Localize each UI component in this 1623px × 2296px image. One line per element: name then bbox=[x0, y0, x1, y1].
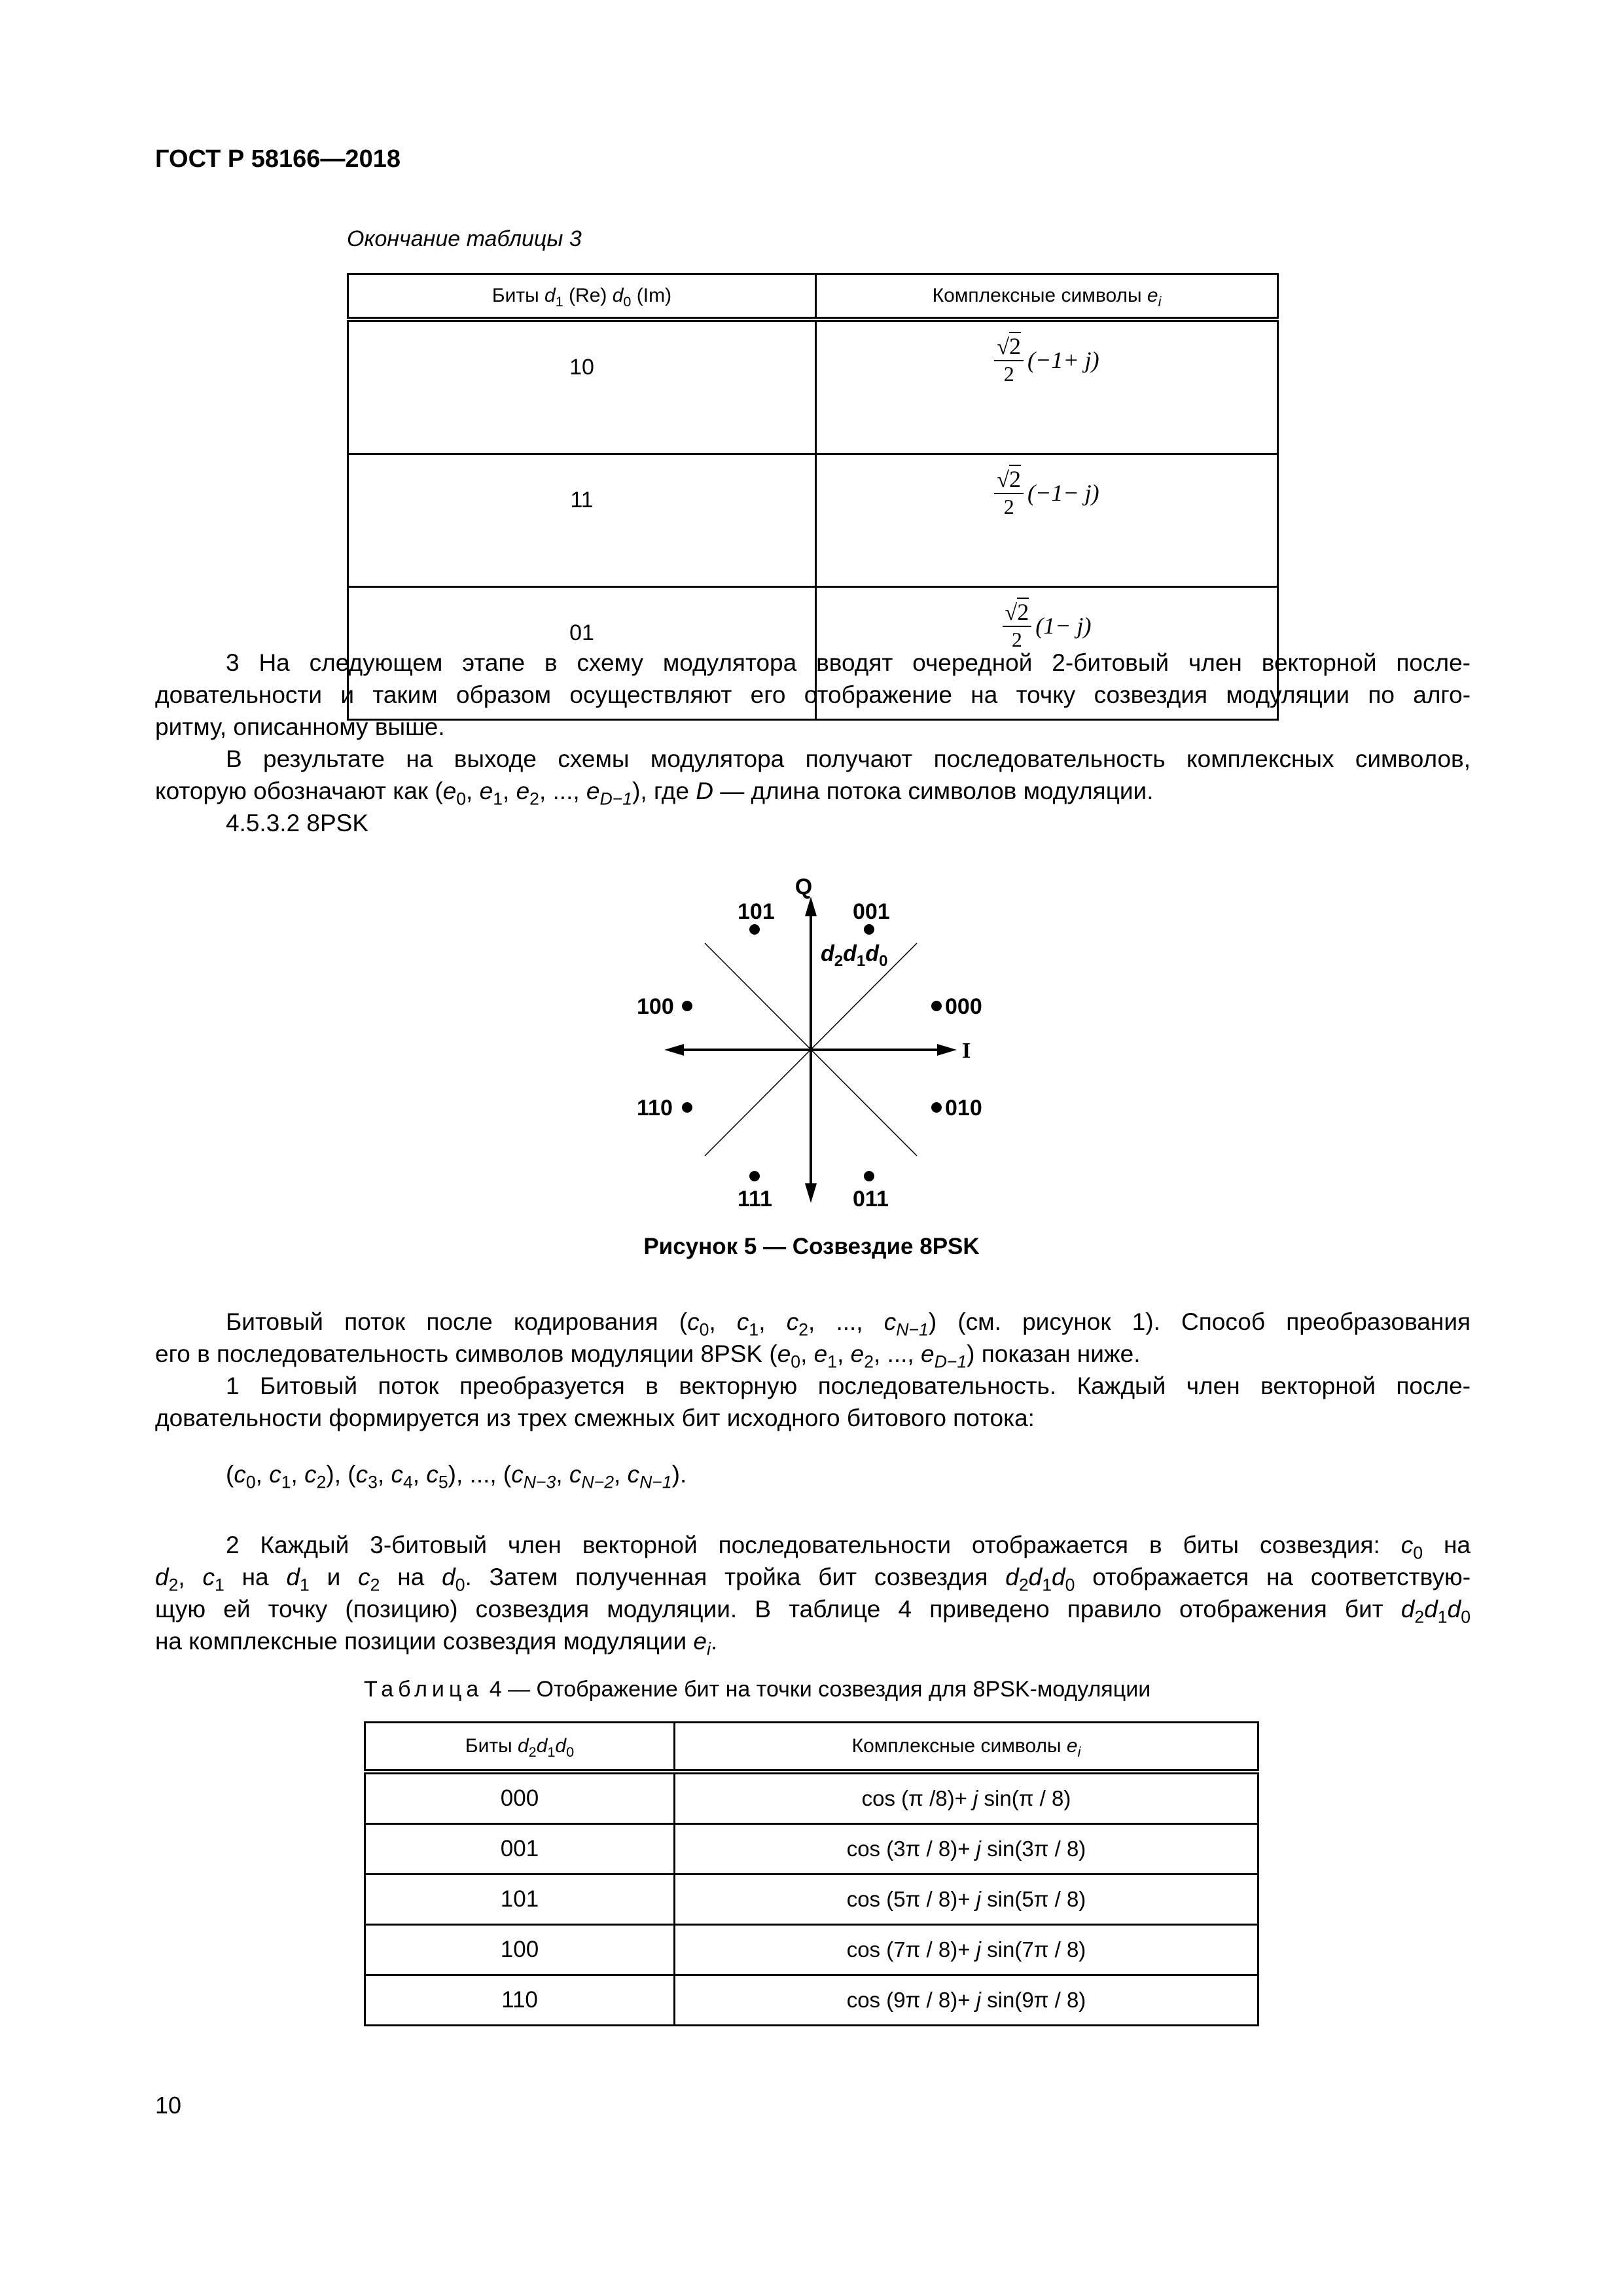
table-row bbox=[365, 1925, 1258, 1975]
table-row bbox=[365, 1975, 1258, 2026]
table3-bits: 10 bbox=[348, 319, 816, 454]
paragraph-line: которую обозначают как ($e_0$, $e_1$, $e_2$, ..., $e_{D-1}$), где D — длина потока символов модуляции. bbox=[155, 778, 1154, 809]
svg-text:110: 110 bbox=[637, 1096, 673, 1121]
svg-text:001: 001 bbox=[853, 899, 890, 924]
svg-text:011: 011 bbox=[853, 1187, 889, 1211]
constellation-point-000 bbox=[931, 994, 982, 1019]
table4-symbol: cos (π /8)+ j sin(π / 8) bbox=[675, 1772, 1258, 1824]
paragraph-line: его в последовательность символов модуляции 8PSK ($e_0$, $e_1$, $e_2$, ..., $e_{D-1}$) показан ниже. bbox=[155, 1340, 1141, 1372]
table3-col1-header: Биты $d_1$ (Re) $d_0$ (Im) bbox=[348, 274, 816, 320]
constellation-point-101 bbox=[738, 899, 775, 935]
table-row bbox=[365, 1874, 1258, 1925]
paragraph-line: 2 Каждый 3-битовый член векторной последовательности отображается в биты созвездия: $c_0$ на bbox=[226, 1532, 1471, 1563]
table4-symbol: cos (3π / 8)+ j sin(3π / 8) bbox=[675, 1824, 1258, 1874]
table4-col2-header: Комплексные символы $e_i$ bbox=[675, 1723, 1258, 1772]
table4 bbox=[364, 1721, 1259, 2026]
table3-bits: 01 bbox=[348, 587, 816, 720]
table4-caption: Таблица 4 — Отображение бит на точки созвездия для 8PSK-модуляции bbox=[364, 1677, 1151, 1702]
svg-text:101: 101 bbox=[738, 899, 775, 924]
paragraph-line: Битовый поток после кодирования ($c_0$, $c_1$, $c_2$, ..., $c_{N-1}$) (см. рисунок 1). Способ преобразования bbox=[226, 1308, 1471, 1340]
constellation-point-001 bbox=[853, 899, 890, 935]
constellation-point-010 bbox=[931, 1096, 982, 1121]
q-axis-label: Q bbox=[794, 874, 813, 899]
paragraph-line: 1 Битовый поток преобразуется в векторную последовательность. Каждый член векторной после- bbox=[226, 1372, 1471, 1399]
table-row bbox=[365, 1772, 1258, 1824]
paragraph-line: довательности формируется из трех смежных бит исходного битового потока: bbox=[155, 1405, 1035, 1431]
page-number: 10 bbox=[155, 2092, 182, 2119]
svg-text:100: 100 bbox=[637, 994, 674, 1019]
table4-symbol: cos (7π / 8)+ j sin(7π / 8) bbox=[675, 1925, 1258, 1975]
table3-symbol: $\frac{√2}{2}$ (1− j) bbox=[816, 587, 1278, 720]
constellation-point-100 bbox=[637, 994, 692, 1019]
paragraph-line: ритму, описанному выше. bbox=[155, 713, 445, 740]
table3-symbol: $\frac{√2}{2}$ (−1+ j) bbox=[816, 319, 1278, 454]
table4-symbol: cos (9π / 8)+ j sin(9π / 8) bbox=[675, 1975, 1258, 2026]
table4-symbol: cos (5π / 8)+ j sin(5π / 8) bbox=[675, 1874, 1258, 1925]
formula-triplets: ($c_0$, $c_1$, $c_2$), ($c_3$, $c_4$, $c_5$), ..., ($c_{N-3}$, $c_{N-2}$, $c_{N-1}$). bbox=[226, 1461, 687, 1492]
bits-label: $d_2d_1d_0$ bbox=[821, 941, 888, 970]
svg-text:010: 010 bbox=[945, 1096, 982, 1121]
constellation-point-111 bbox=[738, 1171, 772, 1211]
i-axis-label: I bbox=[962, 1039, 971, 1063]
constellation-point-011 bbox=[853, 1171, 889, 1211]
text-block-3 bbox=[155, 1529, 1471, 1657]
table3-bits: 11 bbox=[348, 454, 816, 587]
table-row bbox=[365, 1824, 1258, 1874]
paragraph-line: В результате на выходе схемы модулятора получают последовательность комплексных символов, bbox=[226, 745, 1471, 772]
constellation-point-110 bbox=[637, 1096, 692, 1121]
text-block-2 bbox=[155, 1306, 1471, 1434]
paragraph-line: $d_2$, $c_1$ на $d_1$ и $c_2$ на $d_0$. Затем полученная тройка бит созвездия $d_2d_1d_0$ отображается на соответствую- bbox=[155, 1564, 1471, 1595]
document-id: ГОСТ Р 58166—2018 bbox=[155, 145, 401, 173]
paragraph-line: довательности и таким образом осуществляют его отображение на точку созвездия модуляции по алго- bbox=[155, 681, 1471, 708]
svg-text:111: 111 bbox=[738, 1187, 772, 1211]
paragraph-line: 3 На следующем этапе в схему модулятора вводят очередной 2-битовый член векторной после- bbox=[226, 649, 1471, 676]
section-heading: 4.5.3.2 8PSK bbox=[226, 810, 369, 836]
paragraph-line: на комплексные позиции созвездия модуляции $e_i$. bbox=[155, 1628, 718, 1659]
table4-bits: 101 bbox=[365, 1874, 675, 1925]
table4-col1-header: Биты $d_2d_1d_0$ bbox=[365, 1723, 675, 1772]
paragraph-line: щую ей точку (позицию) созвездия модуляции. В таблице 4 приведено правило отображения бит $d_2d_1d_0$ bbox=[155, 1596, 1471, 1627]
table4-bits: 100 bbox=[365, 1925, 675, 1975]
table3-col2-header: Комплексные символы $e_i$ bbox=[816, 274, 1278, 320]
table4-bits: 001 bbox=[365, 1824, 675, 1874]
table3-caption: Окончание таблицы 3 bbox=[347, 226, 582, 251]
svg-text:000: 000 bbox=[945, 994, 982, 1019]
table4-bits: 000 bbox=[365, 1772, 675, 1824]
table4-bits: 110 bbox=[365, 1975, 675, 2026]
table3-symbol: $\frac{√2}{2}$ (−1− j) bbox=[816, 454, 1278, 587]
figure-caption: Рисунок 5 — Созвездие 8PSK bbox=[643, 1234, 980, 1259]
